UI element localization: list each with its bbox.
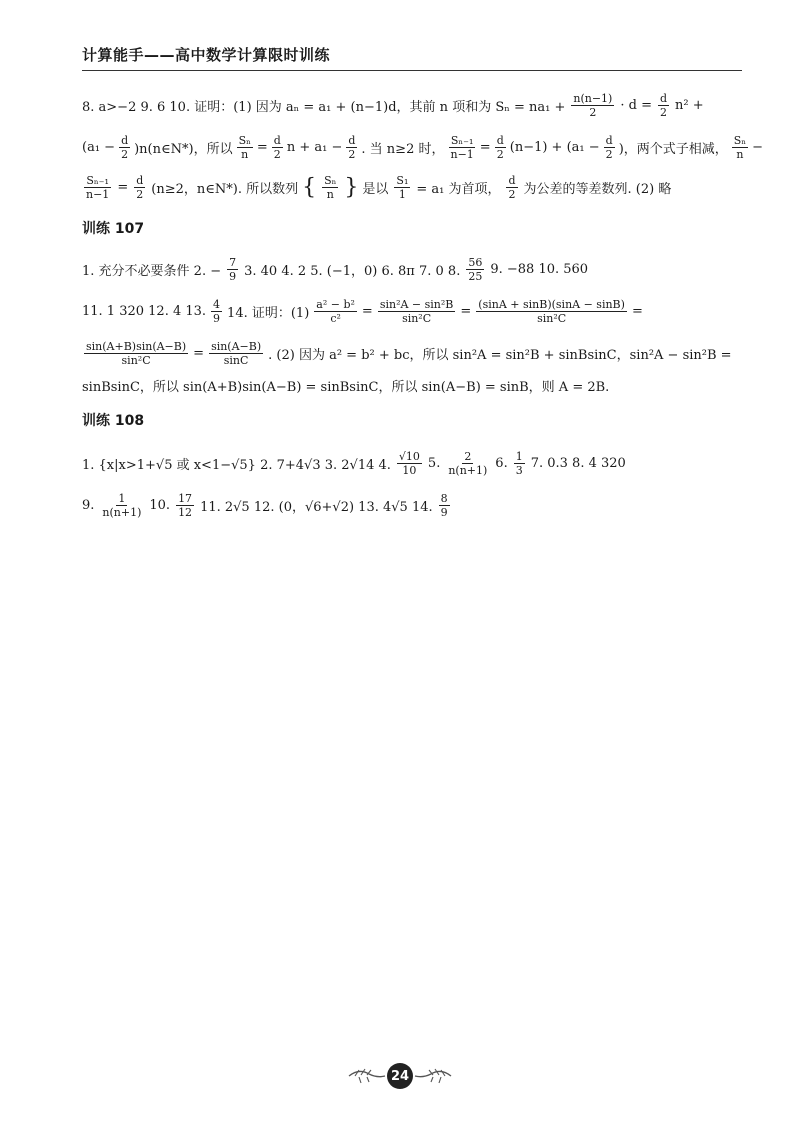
fraction <box>571 92 614 119</box>
fraction <box>439 492 450 519</box>
page-footer <box>340 1062 460 1090</box>
fraction <box>495 134 506 161</box>
numerator: Sₙ <box>733 134 747 147</box>
text-span: 10. <box>149 498 171 513</box>
denominator: 2 <box>589 106 597 119</box>
fraction <box>506 174 517 201</box>
denominator: n <box>241 148 249 161</box>
answer-line <box>82 340 752 367</box>
fraction <box>100 492 143 519</box>
text-span: (a₁ − <box>82 140 116 155</box>
text-span: (n≥2，n∈N*). 所以数列 <box>151 182 299 197</box>
denominator: c² <box>330 312 341 325</box>
numerator: sin(A+B)sin(A−B) <box>86 340 187 353</box>
text-span: 11. 2√5 12. (0，√6+√2) 13. 4√5 14. <box>200 500 433 515</box>
numerator: 2 <box>464 450 472 463</box>
numerator: Sₙ₋₁ <box>450 134 474 147</box>
text-span: · d = <box>620 98 652 113</box>
text-span: sinBsinC，所以 sin(A+B)sin(A−B) = sinBsinC，所以 sin(A−B) = sinB，则 A = 2B. <box>82 380 610 395</box>
denominator: n(n+1) <box>102 506 142 519</box>
text-span: )n(n∈N*)，所以 <box>134 142 233 157</box>
denominator: sinC <box>223 354 249 367</box>
fraction <box>604 134 615 161</box>
text-span: 为公差的等差数列. (2) 略 <box>523 182 672 197</box>
fraction <box>134 174 145 201</box>
page-number: 24 <box>387 1063 413 1089</box>
numerator: Sₙ <box>238 134 251 147</box>
left-brace: { <box>302 174 317 200</box>
fraction <box>346 134 357 161</box>
fraction <box>446 450 489 477</box>
denominator: 9 <box>213 312 221 325</box>
denominator: 9 <box>229 270 237 283</box>
answer-line <box>82 92 752 119</box>
text-span: = a₁ 为首项， <box>416 182 501 197</box>
numerator: a² − b² <box>316 298 355 311</box>
numerator: 4 <box>213 298 221 311</box>
text-span: 3. 40 4. 2 5. (−1，0) 6. 8π 7. 0 8. <box>244 264 461 279</box>
numerator: 1 <box>515 450 523 463</box>
fraction <box>237 134 253 161</box>
page-header <box>82 44 742 71</box>
text-span: n + a₁ − <box>286 140 343 155</box>
answer-line <box>82 450 752 477</box>
fraction <box>448 134 475 161</box>
fraction <box>84 174 111 201</box>
fraction <box>514 450 525 477</box>
numerator: S₁ <box>396 174 409 187</box>
text-span: (n−1) + (a₁ − <box>509 140 600 155</box>
text-span: 6. <box>495 456 508 471</box>
text-span: . (2) 因为 a² = b² + bc，所以 sin²A = sin²B + sinBsinC，sin²A − sin²B = <box>268 348 732 363</box>
right-ornament-icon <box>413 1066 453 1086</box>
denominator: 2 <box>273 148 281 161</box>
denominator: 9 <box>440 506 448 519</box>
numerator: 8 <box>440 492 448 505</box>
denominator: n(n+1) <box>448 464 488 477</box>
text-span: 11. 1 320 12. 4 13. <box>82 304 207 319</box>
numerator: sin²A − sin²B <box>379 298 454 311</box>
numerator: d <box>605 134 613 147</box>
text-span: 7. 0.3 8. 4 320 <box>530 456 626 471</box>
fraction <box>209 340 263 367</box>
fraction <box>272 134 283 161</box>
denominator: 2 <box>136 188 144 201</box>
text-span: = <box>117 180 129 195</box>
numerator: 17 <box>178 492 193 505</box>
denominator: n <box>736 148 744 161</box>
denominator: 12 <box>178 506 193 519</box>
text-span: 是以 <box>362 182 389 197</box>
text-span: 8. a>−2 9. 6 10. 证明：(1) 因为 aₙ = a₁ + (n−1)d，其前 n 项和为 Sₙ = na₁ + <box>82 100 566 115</box>
section-heading-108: 训练 108 <box>82 413 145 429</box>
text-span: = <box>361 304 373 319</box>
denominator: 2 <box>348 148 356 161</box>
fraction <box>397 450 422 477</box>
numerator: d <box>121 134 129 147</box>
header-title: 计算能手——高中数学计算限时训练 <box>82 46 331 64</box>
numerator: 1 <box>118 492 126 505</box>
numerator: (sinA + sinB)(sinA − sinB) <box>478 298 625 311</box>
numerator: n(n−1) <box>573 92 613 105</box>
denominator: 2 <box>121 148 129 161</box>
numerator: Sₙ₋₁ <box>86 174 109 187</box>
text-span: 9. <box>82 498 95 513</box>
denominator: 2 <box>496 148 504 161</box>
numerator: d <box>348 134 356 147</box>
fraction <box>394 174 410 201</box>
denominator: 2 <box>605 148 613 161</box>
text-span: . 当 n≥2 时， <box>361 142 445 157</box>
denominator: 25 <box>468 270 483 283</box>
fraction <box>378 298 456 325</box>
text-span: = <box>193 346 205 361</box>
denominator: 2 <box>508 188 516 201</box>
text-span: = <box>631 304 643 319</box>
text-span: = <box>460 304 472 319</box>
fraction <box>732 134 748 161</box>
right-brace: } <box>344 174 359 200</box>
answer-line <box>82 298 752 325</box>
fraction <box>322 174 338 201</box>
numerator: d <box>496 134 504 147</box>
answer-line <box>82 376 752 395</box>
denominator: 10 <box>402 464 417 477</box>
section-heading-107: 训练 107 <box>82 221 145 237</box>
numerator: 7 <box>229 256 237 269</box>
text-span: )，两个式子相减， <box>618 142 728 157</box>
text-span: = <box>479 140 491 155</box>
denominator: sin²C <box>402 312 432 325</box>
numerator: d <box>136 174 144 187</box>
denominator: n <box>326 188 334 201</box>
answer-line <box>82 174 752 201</box>
fraction <box>211 298 222 325</box>
fraction <box>84 340 188 367</box>
numerator: d <box>659 92 668 105</box>
text-span: n² + <box>675 98 704 113</box>
fraction <box>466 256 484 283</box>
fraction <box>314 298 357 325</box>
text-span: 1. {x|x>1+√5 或 x<1−√5} 2. 7+4√3 3. 2√14 4. <box>82 458 391 473</box>
answer-line <box>82 492 752 519</box>
numerator: d <box>508 174 516 187</box>
text-span: = <box>256 140 268 155</box>
fraction <box>119 134 130 161</box>
denominator: sin²C <box>537 312 567 325</box>
denominator: 1 <box>398 188 406 201</box>
text-span: 9. −88 10. 560 <box>490 262 589 277</box>
denominator: sin²C <box>121 354 151 367</box>
numerator: 56 <box>468 256 483 269</box>
denominator: n−1 <box>450 148 474 161</box>
fraction <box>227 256 238 283</box>
denominator: n−1 <box>86 188 110 201</box>
numerator: sin(A−B) <box>211 340 262 353</box>
numerator: √10 <box>398 450 420 463</box>
text-span: − <box>752 140 763 155</box>
text-span: 5. <box>427 456 441 471</box>
numerator: Sₙ <box>324 174 337 187</box>
text-span: 1. 充分不必要条件 2. − <box>82 264 222 279</box>
fraction <box>176 492 194 519</box>
denominator: 3 <box>515 464 523 477</box>
answer-line <box>82 256 752 283</box>
fraction <box>658 92 669 119</box>
fraction <box>476 298 627 325</box>
denominator: 2 <box>659 106 667 119</box>
numerator: d <box>273 134 281 147</box>
answer-line <box>82 134 763 161</box>
left-ornament-icon <box>347 1066 387 1086</box>
text-span: 14. 证明：(1) <box>227 306 310 321</box>
